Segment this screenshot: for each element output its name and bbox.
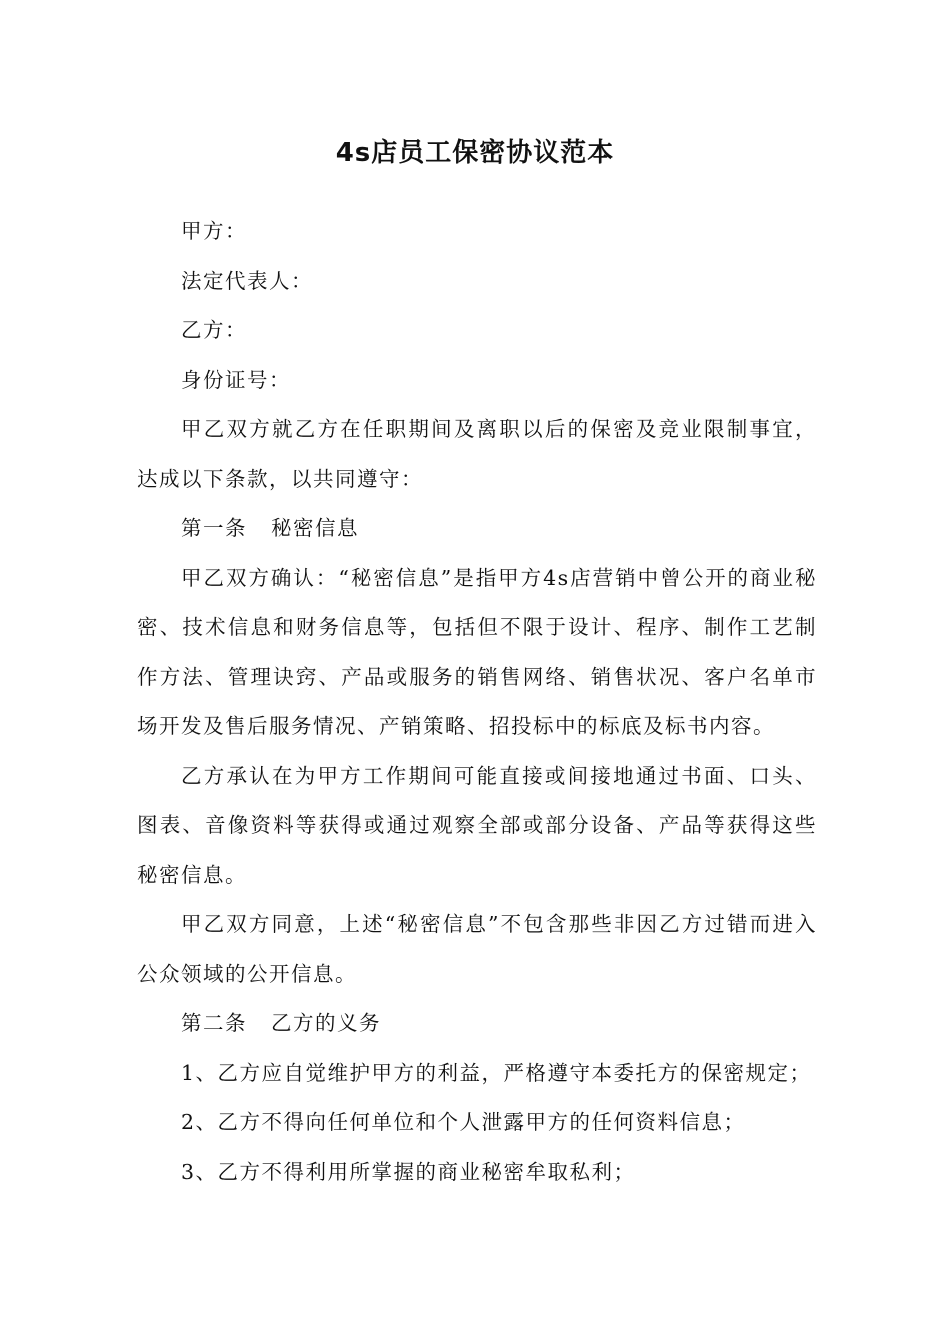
article-2-item: 2、乙方不得向任何单位和个人泄露甲方的任何资料信息；	[181, 1110, 746, 1134]
page-title: 4s店员工保密协议范本	[335, 138, 615, 168]
party-b-line: 乙方：	[181, 318, 247, 342]
article-1-paragraph-2: 乙方承认在为甲方工作期间可能直接或间接地通过书面、口头、图表、音像资料等获得或通过观察全部或部分设备、产品等获得这些秘密信息。	[137, 763, 817, 887]
article-1-paragraph-1: 甲乙双方确认：“秘密信息”是指甲方4s店营销中曾公开的商业秘密、技术信息和财务信息等，包括但不限于设计、程序、制作工艺制作方法、管理诀窍、产品或服务的销售网络、销售状况、客户名单市场开发及售后服务情况、产销策略、招投标中的标底及标书内容。	[137, 565, 817, 738]
party-a-line: 甲方：	[181, 219, 247, 243]
legal-rep-line: 法定代表人：	[181, 268, 313, 293]
article-1-heading	[137, 504, 817, 554]
article-2-item: 1、乙方应自觉维护甲方的利益，严格遵守本委托方的保密规定；	[181, 1060, 812, 1085]
document-body	[137, 207, 817, 1197]
article-2-number: 第二条	[181, 1011, 247, 1035]
article-1-title: 秘密信息	[271, 516, 359, 540]
intro-paragraph: 甲乙双方就乙方在任职期间及离职以后的保密及竞业限制事宜，达成以下条款，以共同遵守：	[137, 417, 817, 491]
id-number-line: 身份证号：	[181, 367, 291, 392]
article-1-paragraph-3: 甲乙双方同意，上述“秘密信息”不包含那些非因乙方过错而进入公众领域的公开信息。	[137, 912, 817, 986]
article-1-number: 第一条	[181, 516, 247, 540]
article-2-item: 3、乙方不得利用所掌握的商业秘密牟取私利；	[181, 1159, 636, 1184]
article-2-title: 乙方的义务	[271, 1011, 381, 1035]
article-2-heading	[137, 999, 817, 1049]
